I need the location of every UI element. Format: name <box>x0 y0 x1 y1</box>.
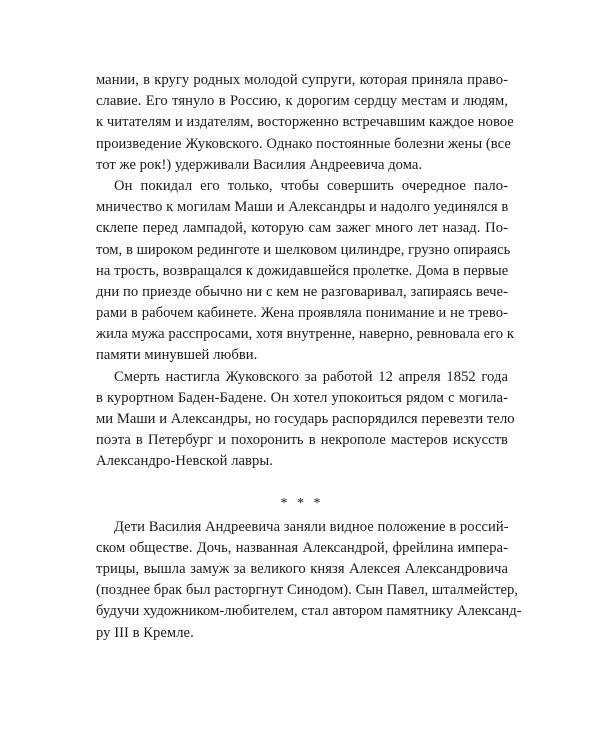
paragraph-2 <box>96 176 514 367</box>
text-line: поэта в Петербург и похоронить в некрополе мастеров искусств <box>96 432 508 449</box>
text-line: ру III в Кремле. <box>96 624 194 641</box>
text-line: тот же рок!) удерживали Василия Андреевича дома. <box>96 156 423 173</box>
text-line: к читателям и издателям, восторженно встречавшим каждое новое <box>96 114 514 131</box>
text-line: рами в рабочем кабинете. Жена проявляла понимание и не трево- <box>96 305 508 322</box>
text-line: Смерть настигла Жуковского за работой 12 апреля 1852 года <box>114 368 508 385</box>
text-line: славие. Его тянуло в Россию, к дорогим сердцу местам и людям, <box>96 93 508 110</box>
text-line: Александро-Невской лавры. <box>96 453 273 470</box>
text-line: том, в широком рединготе и шелковом цилиндре, грузно опираясь <box>96 241 511 258</box>
section-divider: * * * <box>280 495 324 511</box>
text-line: памяти минувшей любви. <box>96 347 258 364</box>
page-content <box>96 70 522 644</box>
text-line: жила мужа расспросами, хотя внутренне, наверно, ревновала его к <box>96 326 514 343</box>
text-line: мничество к могилам Маши и Александры и надолго уединялся в <box>96 199 509 216</box>
text-line: дни по приезде обычно ни с кем не разговаривал, запираясь вече- <box>96 283 508 300</box>
text-line: в курортном Баден-Бадене. Он хотел упокоиться рядом с могила- <box>96 389 508 406</box>
text-line: (позднее брак был расторгнут Синодом). Сын Павел, шталмейстер, <box>96 582 519 599</box>
text-line: мании, в кругу родных молодой супруги, которая приняла право- <box>96 72 508 88</box>
text-line: ском обществе. Дочь, названная Александрой, фрейлина импера- <box>96 539 508 556</box>
paragraph-1 <box>96 70 514 176</box>
paragraph-4 <box>96 517 522 644</box>
text-line: ми Маши и Александры, но государь распорядился перевезти тело <box>96 411 515 427</box>
text-line: на трость, возвращался к дожидавшейся пролетке. Дома в первые <box>96 262 509 279</box>
text-line: Он покидал его только, чтобы совершить очередное пало- <box>114 177 508 194</box>
paragraph-3 <box>96 367 515 473</box>
text-line: будучи художником-любителем, стал автором памятнику Александ- <box>96 603 522 620</box>
text-line: произведение Жуковского. Однако постоянные болезни жены (все <box>96 135 511 152</box>
text-line: трицы, вышла замуж за великого князя Алексея Александровича <box>96 560 508 577</box>
text-line: склепе перед лампадой, которую сам зажег много лет назад. По- <box>96 220 508 237</box>
text-line: Дети Василия Андреевича заняли видное положение в россий- <box>114 518 509 535</box>
